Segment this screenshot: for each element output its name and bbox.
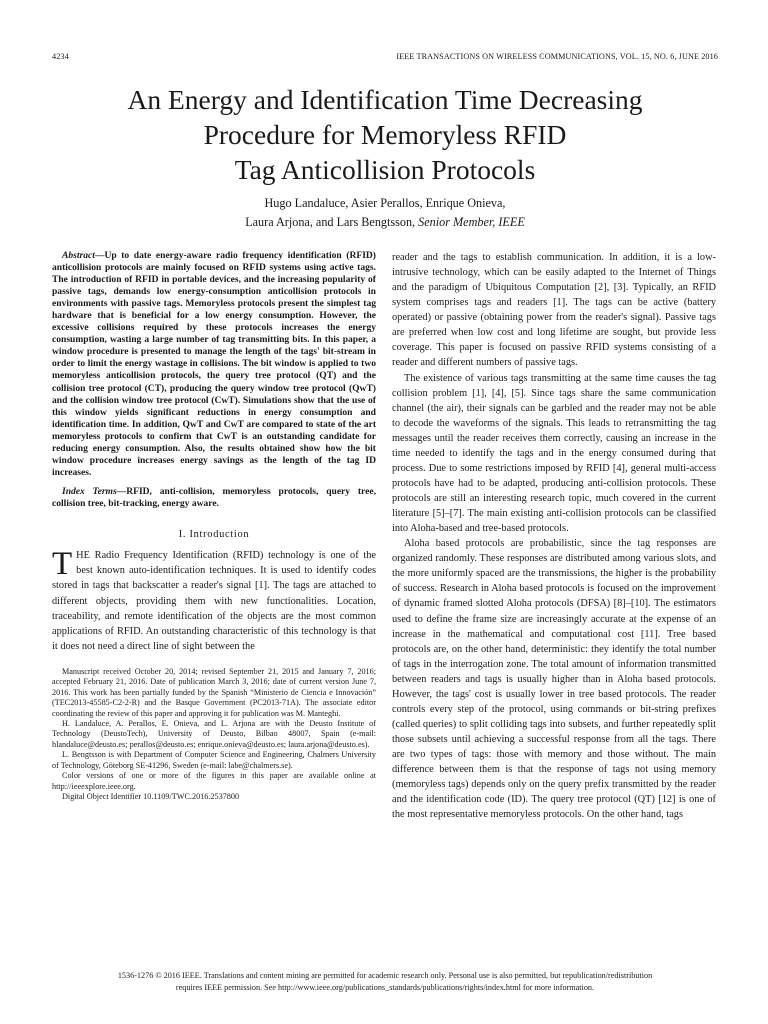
author-membership: Senior Member, IEEE bbox=[418, 215, 525, 229]
footer-line: 1536-1276 © 2016 IEEE. Translations and content mining are permitted for academic research only. Personal use is also permitted, but republication/redistribution bbox=[117, 971, 653, 980]
footnotes bbox=[52, 667, 376, 803]
abstract-label: Abstract bbox=[62, 250, 95, 261]
title-line: An Energy and Identification Time Decreasing bbox=[127, 84, 643, 115]
author-list bbox=[40, 194, 730, 232]
title-line: Procedure for Memoryless RFID bbox=[203, 119, 567, 150]
running-header bbox=[52, 52, 718, 66]
index-terms-label: Index Terms bbox=[62, 485, 117, 497]
footer-line: requires IEEE permission. See http://www.ieee.org/publications_standards/publications/rights/index.html for more information. bbox=[175, 983, 595, 992]
footnote: L. Bengtsson is with Department of Computer Science and Engineering, Chalmers University of Technology, Göteborg SE-41296, Sweden (e-mail: labe@chalmers.se). bbox=[52, 750, 376, 770]
footnote-doi: Digital Object Identifier 10.1109/TWC.2016.2537800 bbox=[62, 792, 240, 802]
right-column bbox=[392, 250, 716, 822]
intro-text: HE Radio Frequency Identification (RFID) technology is one of the best known auto-identification techniques. It is used to identify codes stored in tags that backscatter a reader's signal [1]. The tags are attached to different objects, providing them with new functionalities. Location, traceability, and remote identification of the objects are the most common applications of RFID. An outstanding characteristic of this technology is that it does not need a direct line of sight between the bbox=[52, 550, 376, 652]
left-column bbox=[52, 250, 376, 803]
footnote: Manuscript received October 20, 2014; revised September 21, 2015 and January 7, 2016; accepted February 21, 2016. Date of publication March 3, 2016; date of current version June 7, 2016. This work has been partially funded by the Spanish “Ministerio de Ciencia e Innovación” (TEC2013-45585-C2-2-R) and the Basque Government (PC2013-71A). The associate editor coordinating the review of this paper and approving it for publication was M. Manteghi. bbox=[52, 666, 376, 718]
page-number: 4234 bbox=[52, 52, 69, 61]
abstract bbox=[52, 250, 376, 479]
section-heading: I. Introduction bbox=[178, 528, 250, 540]
paper-title bbox=[40, 82, 730, 187]
body-paragraph: reader and the tags to establish communication. In addition, it is a low-intrusive technology, which can be easily adapted to the Internet of Things and the paradigm of Ubiquitous Computation [2], [3]. Typically, an RFID system comprises tags and readers [1]. The tags can be active (battery operated) or passive (obtaining power from the reader's signal). Passive tags are preferred when low cost and long lifetime are sought, but provide less coverage. This paper is focused on passive RFID systems consisting of a reader and different numbers of passive tags. bbox=[392, 252, 716, 369]
authors-line: Laura Arjona, and Lars Bengtsson, bbox=[245, 215, 416, 229]
abstract-text: —Up to date energy-aware radio frequency identification (RFID) anticollision protocols are mainly focused on RFID systems using active tags. The introduction of RFID in portable devices, and the increasing popularity of passive tags, demands low energy-consumption anticollision protocols in environments with passive tags. Memoryless protocols present the simplest tag hardware that is beneficial for a low energy consumption. However, the excessive collisions required by these protocols increases the energy consumption, wasting a large number of tag transmitting bits. In this paper, a window procedure is presented to manage the length of the tags' bit-stream in order to limit the energy wastage in collisions. The bit window is applied to two memoryless anticollision protocols, the query tree protocol (QT) and the collision tree protocol (CT), producing the query window tree protocol (QwT) and the collision window tree protocol (CwT). Simulations show that the use of this window yields significant reductions in energy consumption and identification time. In addition, QwT and CwT are compared to state of the art memoryless protocols to confirm that CwT is an outstanding candidate for reducing energy consumption. Also, the results obtained show how the bit window procedure increases energy savings as the length of the tag ID increases. bbox=[52, 250, 376, 478]
authors-line: Hugo Landaluce, Asier Perallos, Enrique Onieva, bbox=[264, 196, 506, 210]
index-terms-text: —RFID, anti-collision, memoryless protocols, query tree, collision tree, bit-tracking, energy aware. bbox=[52, 485, 376, 509]
journal-info: IEEE TRANSACTIONS ON WIRELESS COMMUNICATIONS, VOL. 15, NO. 6, JUNE 2016 bbox=[396, 52, 718, 61]
intro-paragraph bbox=[52, 548, 376, 653]
title-line: Tag Anticollision Protocols bbox=[234, 154, 536, 185]
footnote: H. Landaluce, A. Perallos, E. Onieva, and L. Arjona are with the Deusto Institute of Technology (DeustoTech), University of Deusto, Bilbao 48007, Spain (e-mail: hlandaluce@deusto.es; perallos@deusto.es; enrique.onieva@deusto.es; laura.arjona@deusto.es). bbox=[52, 719, 376, 749]
drop-cap: T bbox=[52, 546, 73, 583]
copyright-footer bbox=[40, 970, 730, 994]
footnote: Color versions of one or more of the figures in this paper are available online at http://ieeexplore.ieee.org. bbox=[52, 771, 376, 791]
body-paragraph: The existence of various tags transmitting at the same time causes the tag collision problem [1], [4], [5]. Since tags share the same communication channel (the air), their signals can be garbled and the reader may not be able to decode the waveforms of the signals. This leads to retransmitting the tag messages until the reader receives them correctly, causing an increase in the time needed to identify the tags and in the energy consumed during that process. Due to some restrictions imposed by RFID [4], general multi-access protocols have had to be adapted, producing anti-collision protocols. These protocols are still an interesting research topic, much covered in the current literature [5]–[7]. The main existing anti-collision protocols can be classified into Aloha-based and tree-based protocols. bbox=[392, 372, 716, 535]
body-paragraph: Aloha based protocols are probabilistic, since the tag responses are organized randomly. These responses are distributed among various slots, and the more uniformly spaced are the transmissions, the higher is the probability of success. Research in Aloha based protocols is focused on the improvement of dynamic framed slotted Aloha protocols (DFSA) [8]–[10]. The estimators used to define the frame size are increasingly accurate at the expense of an increase in the mathematical and computational cost [11]. Tree based protocols are, on the other hand, deterministic: they identify the total number of tags in the interrogation zone. The total amount of information transmitted between readers and tags is usually higher than in Aloha based protocols. However, the tags' cost is usually lower in tree based protocols. The reader controls every step of the protocol, using commands or bit-string prefixes (called queries) to split colliding tags into subsets, and further repeatedly split those subsets until achieving a successful response from all the tags. There are two types of tags: those with memory and those without. The main difference between them is that the response of tags not using memory (memoryless tags) depends only on the query prefix transmitted by the reader and the identification code (ID). The query tree protocol (QT) [12] is one of the most representative memoryless protocols. On the other hand, tags bbox=[392, 538, 716, 821]
index-terms bbox=[52, 486, 376, 510]
